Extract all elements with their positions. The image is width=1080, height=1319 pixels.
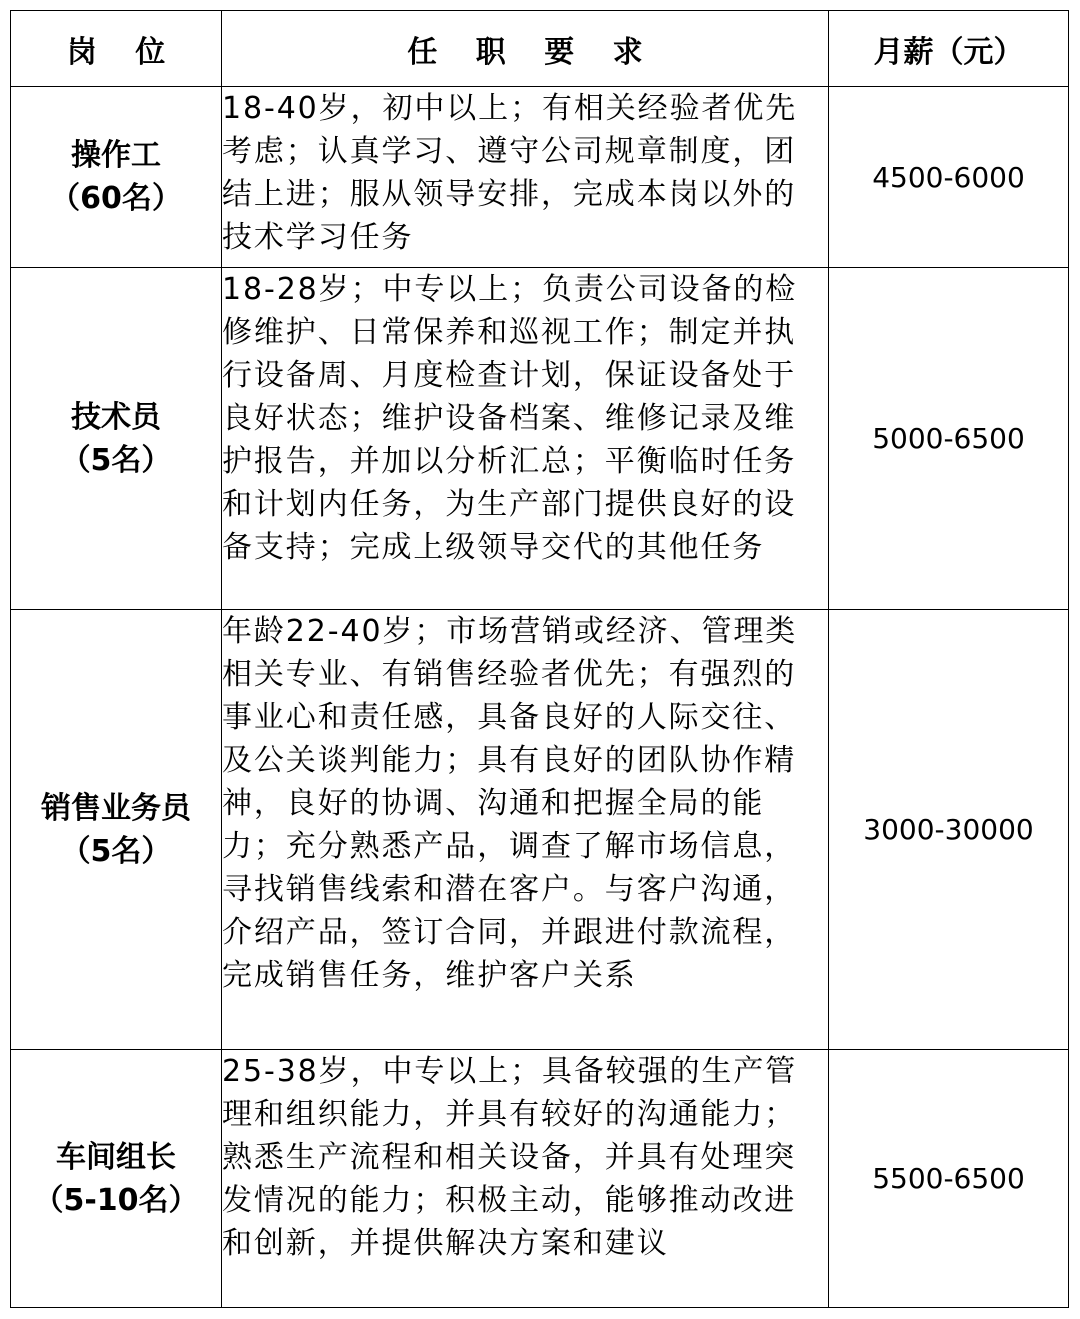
- position-title: 操作工: [71, 138, 161, 173]
- position-count: （5-10名）: [33, 1182, 199, 1218]
- position-title: 销售业务员: [41, 790, 191, 826]
- position-cell: [11, 87, 222, 268]
- salary-cell: 5000-6500: [829, 268, 1069, 610]
- requirements-cell: 18-40岁，初中以上；有相关经验者优先考虑；认真学习、遵守公司规章制度，团结上进；服从领导安排，完成本岗以外的技术学习任务: [222, 87, 829, 268]
- requirements-cell: 25-38岁，中专以上；具备较强的生产管理和组织能力，并具有较好的沟通能力；熟悉生产流程和相关设备，并具有处理突发情况的能力；积极主动，能够推动改进和创新，并提供解决方案和建议: [222, 1050, 829, 1308]
- position-title: 技术员: [71, 399, 161, 435]
- position-cell: [11, 1050, 222, 1308]
- salary-cell: 5500-6500: [829, 1050, 1069, 1308]
- position-cell: [11, 268, 222, 610]
- position-count: （5名）: [60, 442, 172, 478]
- position-title: 车间组长: [56, 1139, 176, 1175]
- position-count: （60名）: [50, 181, 182, 216]
- requirements-cell: 18-28岁；中专以上；负责公司设备的检修维护、日常保养和巡视工作；制定并执行设备周、月度检查计划，保证设备处于良好状态；维护设备档案、维修记录及维护报告，并加以分析汇总；平衡临时任务和计划内任务，为生产部门提供良好的设备支持；完成上级领导交代的其他任务: [222, 268, 829, 610]
- table-row: [11, 268, 1069, 610]
- salary-cell: 3000-30000: [829, 610, 1069, 1050]
- header-requirements: 任 职 要 求: [222, 11, 829, 87]
- table-row: [11, 1050, 1069, 1308]
- position-count: （5名）: [60, 833, 172, 869]
- header-position: 岗 位: [11, 11, 222, 87]
- salary-cell: 4500-6000: [829, 87, 1069, 268]
- header-salary: 月薪（元）: [829, 11, 1069, 87]
- table-header-row: [11, 11, 1069, 87]
- table-row: [11, 610, 1069, 1050]
- table-row: [11, 87, 1069, 268]
- position-cell: [11, 610, 222, 1050]
- requirements-cell: 年龄22-40岁；市场营销或经济、管理类相关专业、有销售经验者优先；有强烈的事业心和责任感，具备良好的人际交往、及公关谈判能力；具有良好的团队协作精神，良好的协调、沟通和把握全局的能力；充分熟悉产品，调查了解市场信息，寻找销售线索和潜在客户。与客户沟通，介绍产品，签订合同，并跟进付款流程，完成销售任务，维护客户关系: [222, 610, 829, 1050]
- job-requirements-table: [10, 10, 1069, 1308]
